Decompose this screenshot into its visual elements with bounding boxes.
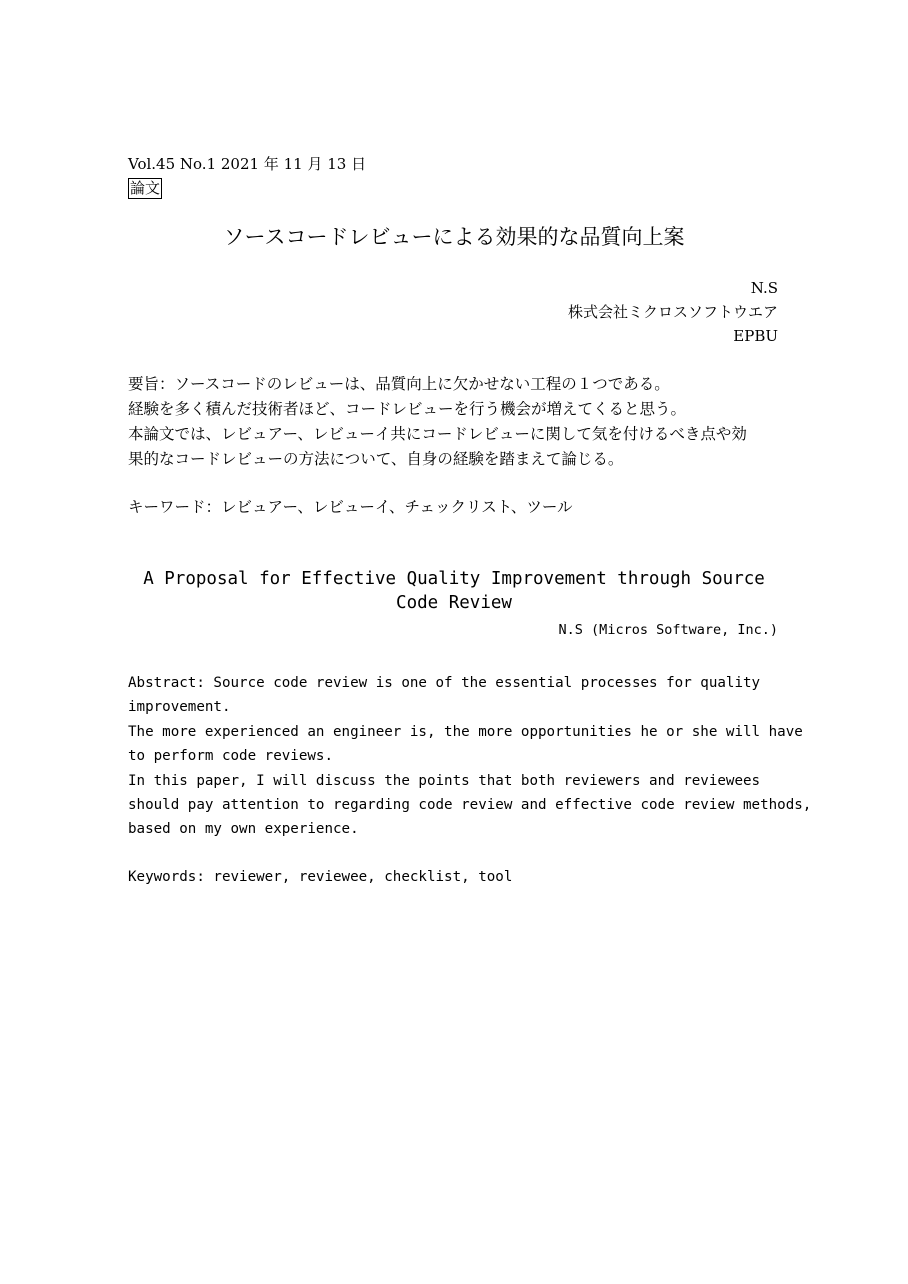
abstract-ja-line: 要旨：ソースコードのレビューは、品質向上に欠かせない工程の１つである。 [128, 375, 670, 393]
keywords-english: Keywords: reviewer, reviewee, checklist, tool [128, 869, 513, 885]
abstract-en-line: Abstract: Source code review is one of the essential processes for quality [128, 675, 761, 691]
abstract-japanese [128, 372, 780, 472]
abstract-ja-line: 果的なコードレビューの方法について、自身の経験を踏まえて論じる。 [128, 450, 624, 468]
title-japanese: ソースコードレビューによる効果的な品質向上案 [223, 225, 685, 249]
title-en-line: Code Review [396, 593, 512, 613]
category-label: 論文 [130, 179, 161, 197]
abstract-ja-line: 本論文では、レビュアー、レビューイ共にコードレビューに関して気を付けるべき点や効 [128, 425, 747, 443]
author-name: N.S [750, 279, 778, 297]
abstract-en-line: In this paper, I will discuss the points that both reviewers and reviewees [128, 772, 761, 789]
abstract-en-line: to perform code reviews. [128, 748, 333, 765]
abstract-en-line: The more experienced an engineer is, the more opportunities he or she will have [128, 723, 803, 740]
author-block [568, 276, 778, 348]
title-english [128, 567, 780, 615]
author-division: EPBU [733, 327, 778, 345]
author-company: 株式会社ミクロスソフトウエア [567, 303, 778, 321]
keywords-japanese: キーワード：レビュアー、レビューイ、チェックリスト、ツール [128, 498, 573, 516]
abstract-en-line: improvement. [128, 699, 231, 716]
volume-line: Vol.45 No.1 2021 年 11 月 13 日 [128, 155, 367, 173]
abstract-en-line: should pay attention to regarding code review and effective code review methods, [128, 797, 812, 814]
author-english: N.S (Micros Software, Inc.) [558, 622, 778, 638]
abstract-ja-line: 経験を多く積んだ技術者ほど、コードレビューを行う機会が増えてくると思う。 [128, 400, 687, 418]
title-en-line: A Proposal for Effective Quality Improvement through Source [143, 569, 765, 589]
abstract-en-line: based on my own experience. [128, 821, 359, 838]
abstract-english [128, 671, 812, 842]
